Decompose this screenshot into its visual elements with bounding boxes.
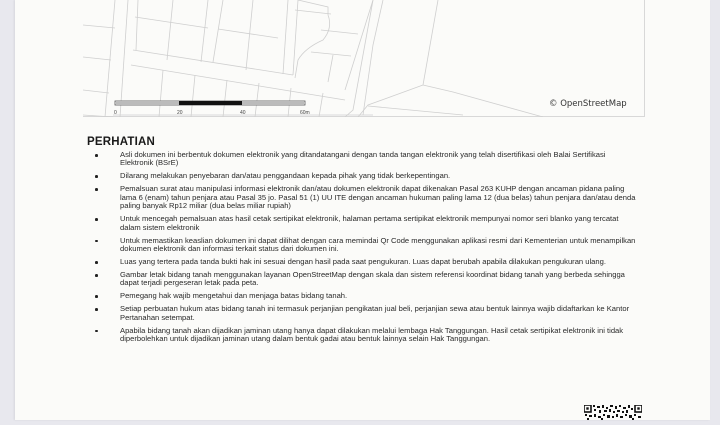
scale-label-60m: 60m xyxy=(300,110,310,116)
notice-list xyxy=(95,151,640,348)
notice-item: Setiap perbuatan hukum atas bidang tanah ini termasuk perjanjian pengikatan jual beli, perjanjian sewa atau bentuk lainnya wajib didaftarkan ke Kantor Pertanahan setempat. xyxy=(95,305,640,322)
qr-code[interactable] xyxy=(584,405,642,420)
scale-bar xyxy=(115,101,305,105)
notice-item: Apabila bidang tanah akan dijadikan jaminan utang hanya dapat dilakukan melalui lembaga Hak Tanggungan. Hasil cetak sertipikat elektronik ini tidak diperbolehkan untuk dijadikan jaminan utang dalam bentuk gadai atau bentuk lainnya selain Hak Tanggungan. xyxy=(95,327,640,344)
notice-item: Untuk mencegah pemalsuan atas hasil cetak sertipikat elektronik, halaman pertama sertipikat elektronik mempunyai nomor seri blanko yang tercatat dalam sistem elektronik xyxy=(95,215,640,232)
notice-item: Luas yang tertera pada tanda bukti hak ini sesuai dengan hasil pada saat pengukuran. Luas dapat berubah apabila dilakukan pengukuran ulang. xyxy=(95,258,640,266)
notice-title: PERHATIAN xyxy=(87,136,156,148)
notice-item: Pemegang hak wajib mengetahui dan menjaga batas bidang tanah. xyxy=(95,292,640,300)
scale-label-40: 40 xyxy=(240,110,246,116)
notice-item: Pemalsuan surat atau manipulasi informasi elektronik dan/atau dokumen elektronik dapat dikenakan Pasal 263 KUHP dengan ancaman pidana paling lama 6 (enam) tahun penjara atau Pasal 35 jo. Pasal 51 (1) UU ITE dengan ancaman hukuman paling lama 12 (dua belas) tahun penjara dan/atau denda paling banyak Rp12 miliar (dua belas miliar rupiah) xyxy=(95,185,640,210)
notice-item: Gambar letak bidang tanah menggunakan layanan OpenStreetMap dengan skala dan sistem referensi koordinat bidang tanah yang berbeda sehingga dapat terjadi pergeseran letak pada peta. xyxy=(95,271,640,288)
map-attribution: © OpenStreetMap xyxy=(549,99,627,109)
scale-label-20: 20 xyxy=(177,110,183,116)
notice-item: Dilarang melakukan penyebaran dan/atau penggandaan kepada pihak yang tidak berkepentingan. xyxy=(95,172,640,180)
notice-item: Untuk memastikan keaslian dokumen ini dapat dilihat dengan cara memindai Qr Code menggunakan aplikasi resmi dari Kementerian untuk menampilkan dokumen elektronik dan informasi terkait status dari dokumen ini. xyxy=(95,237,640,254)
notice-item: Asli dokumen ini berbentuk dokumen elektronik yang ditandatangani dengan tanda tangan elektronik yang telah disertifikasi oleh Balai Sertifikasi Elektronik (BSrE) xyxy=(95,151,640,168)
scale-label-0: 0 xyxy=(114,110,117,116)
